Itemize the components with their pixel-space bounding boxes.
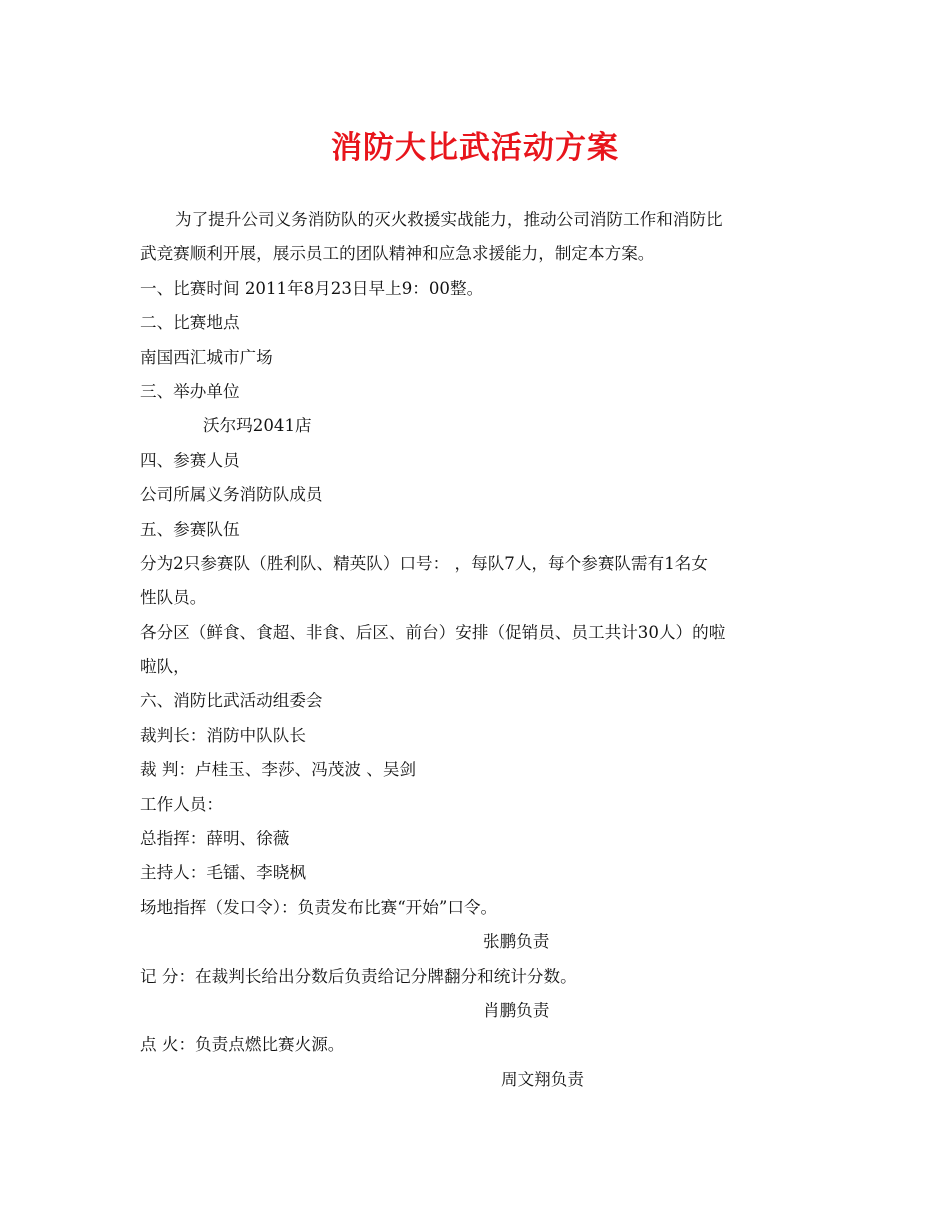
- staff-heading: 工作人员：: [140, 794, 223, 814]
- ignition: 点 火：负责点燃比赛火源。: [140, 1035, 345, 1055]
- section-4-participants: 公司所属义务消防队成员: [140, 485, 323, 505]
- document-body: [140, 203, 812, 1097]
- document-title: 消防大比武活动方案: [331, 130, 619, 166]
- commander: 总指挥：薛明、徐薇: [140, 829, 290, 849]
- section-3-heading: 三、举办单位: [140, 381, 240, 401]
- ignition-responsible: 周文翔负责: [501, 1069, 584, 1089]
- section-6-heading: 六、消防比武活动组委会: [140, 691, 323, 711]
- section-3-organizer: 沃尔玛2041店: [203, 416, 312, 436]
- section-2-heading: 二、比赛地点: [140, 313, 240, 333]
- section-5-teams-line-2: 性队员。: [140, 588, 207, 608]
- intro-line-1: 为了提升公司义务消防队的灭火救援实战能力，推动公司消防工作和消防比: [175, 210, 723, 229]
- scorekeeper-responsible: 肖鹏负责: [483, 1000, 550, 1020]
- section-2-venue: 南国西汇城市广场: [140, 347, 273, 367]
- chief-judge: 裁判长：消防中队队长: [140, 725, 306, 745]
- scorekeeper: 记 分：在裁判长给出分数后负责给记分牌翻分和统计分数。: [140, 966, 577, 986]
- hosts: 主持人：毛镭、李晓枫: [140, 863, 306, 883]
- judges: 裁 判：卢桂玉、李莎、冯茂波 、吴剑: [140, 760, 417, 780]
- field-commander-responsible: 张鹏负责: [483, 932, 550, 952]
- intro-line-2: 武竞赛顺利开展，展示员工的团队精神和应急求援能力，制定本方案。: [140, 244, 655, 264]
- section-1-time: 一、比赛时间 2011年8月23日早上9：00整。: [140, 278, 484, 298]
- section-5-cheer-line-1: 各分区（鲜食、食超、非食、后区、前台）安排（促销员、员工共计30人）的啦: [140, 622, 726, 642]
- section-5-cheer-line-2: 啦队，: [140, 657, 190, 677]
- field-commander: 场地指挥（发口令）：负责发布比赛“开始”口令。: [140, 897, 498, 917]
- section-4-heading: 四、参赛人员: [140, 450, 240, 470]
- section-5-teams-line-1: 分为2只参赛队（胜利队、精英队）口号： ，每队7人，每个参赛队需有1名女: [140, 553, 708, 573]
- section-5-heading: 五、参赛队伍: [140, 519, 240, 539]
